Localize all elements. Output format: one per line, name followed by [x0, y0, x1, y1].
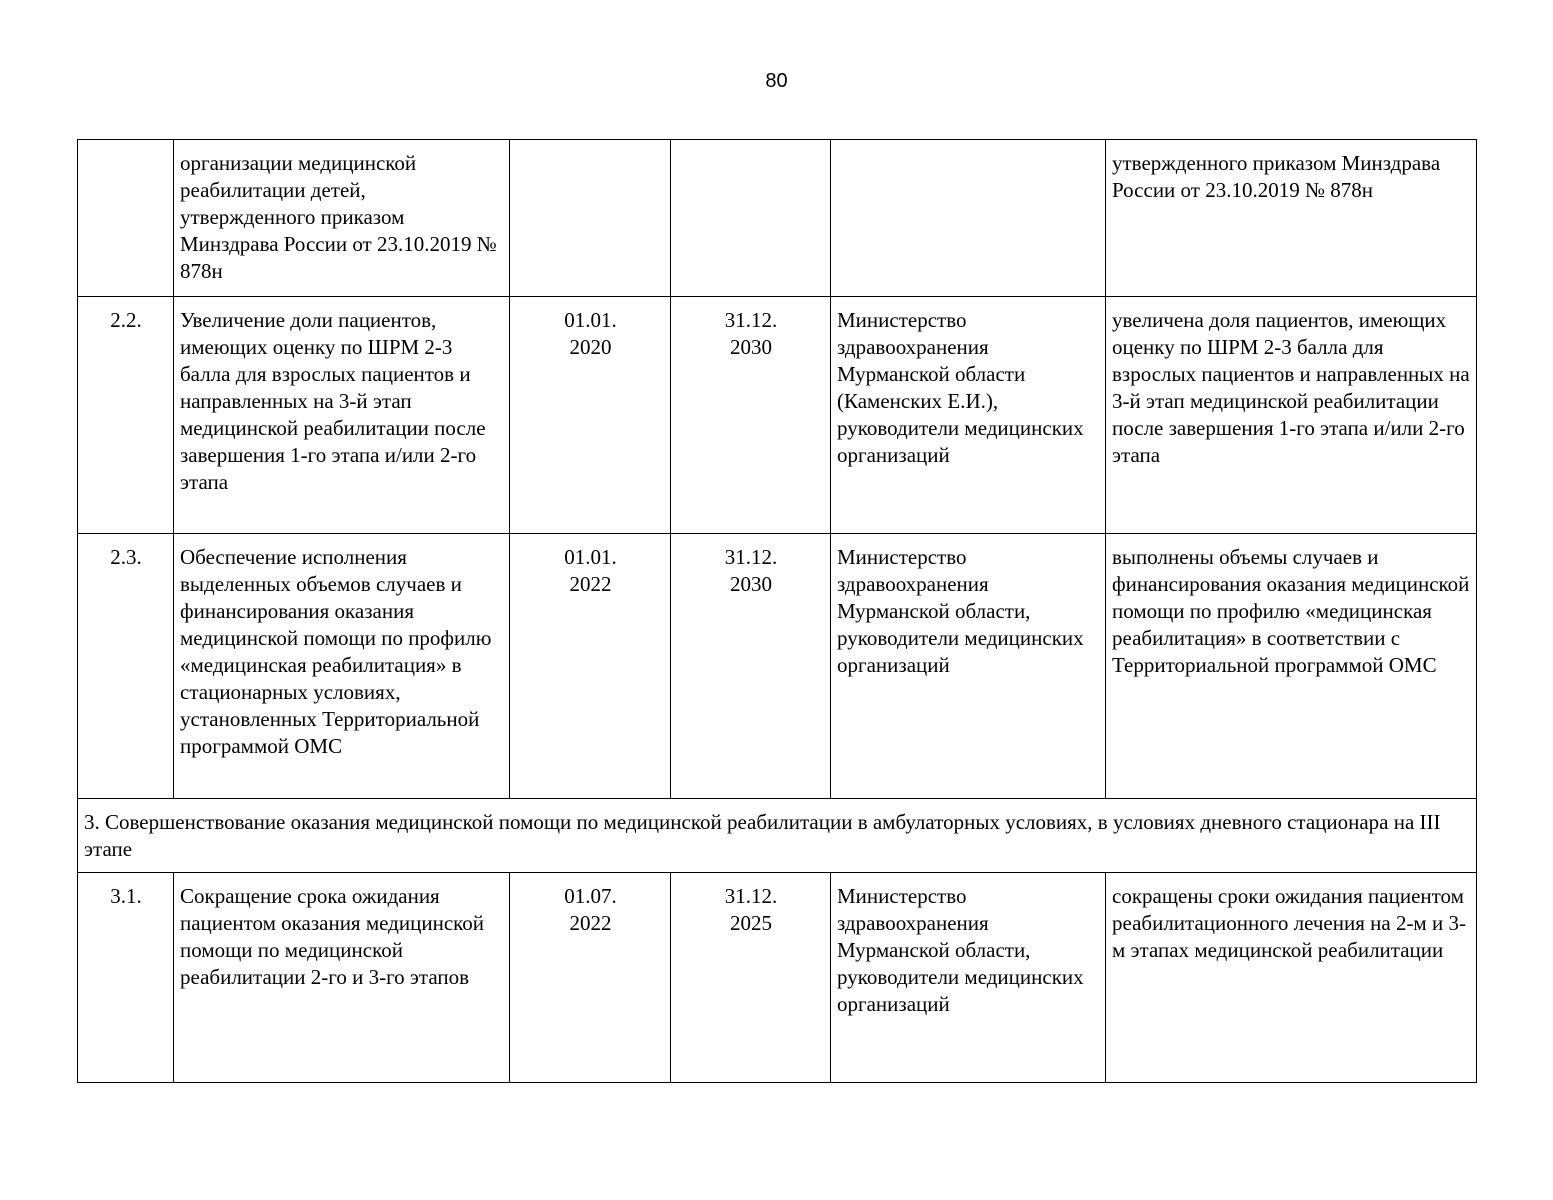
- end-date-cell: [671, 873, 831, 1083]
- plan-table: [77, 139, 1477, 1083]
- responsible-cell: Министерство здравоохранения Мурманской области, руководители медицинских организаций: [831, 873, 1106, 1083]
- end-date-year: 2030: [730, 335, 772, 359]
- start-date-year: 2022: [569, 911, 612, 935]
- measure-cell: Обеспечение исполнения выделенных объемов случаев и финансирования оказания медицинской помощи по профилю «медицинская реабилитация» в стационарных условиях, установленных Территориальной программой ОМС: [174, 534, 510, 799]
- section-heading: 3. Совершенствование оказания медицинской помощи по медицинской реабилитации в амбулаторных условиях, в условиях дневного стационара на III этапе: [78, 799, 1477, 873]
- responsible-cell: Министерство здравоохранения Мурманской области, руководители медицинских организаций: [831, 534, 1106, 799]
- start-date-day-month: 01.07.: [564, 884, 617, 908]
- measure-cell: Сокращение срока ожидания пациентом оказания медицинской помощи по медицинской реабилитации 2-го и 3-го этапов: [174, 873, 510, 1083]
- start-date-cell: [510, 873, 671, 1083]
- section-row: [78, 799, 1477, 873]
- row-number-cell: 2.3.: [78, 534, 174, 799]
- result-cell: увеличена доля пациентов, имеющих оценку по ШРМ 2-3 балла для взрослых пациентов и направленных на 3-й этап медицинской реабилитации после завершения 1-го этапа и/или 2-го этапа: [1106, 297, 1477, 534]
- measure-cell: организации медицинской реабилитации детей, утвержденного приказом Минздрава России от 23.10.2019 № 878н: [174, 140, 510, 297]
- result-cell: выполнены объемы случаев и финансирования оказания медицинской помощи по профилю «медицинская реабилитация» в соответствии с Территориальной программой ОМС: [1106, 534, 1477, 799]
- row-number-cell: [78, 140, 174, 297]
- end-date-cell: [671, 140, 831, 297]
- start-date-cell: [510, 297, 671, 534]
- result-cell: сокращены сроки ожидания пациентом реабилитационного лечения на 2-м и 3-м этапах медицинской реабилитации: [1106, 873, 1477, 1083]
- end-date-year: 2025: [730, 911, 772, 935]
- start-date-day-month: 01.01.: [564, 308, 617, 332]
- start-date-cell: [510, 140, 671, 297]
- table-row: [78, 873, 1477, 1083]
- table-row: [78, 297, 1477, 534]
- responsible-cell: Министерство здравоохранения Мурманской области (Каменских Е.И.), руководители медицинских организаций: [831, 297, 1106, 534]
- end-date-cell: [671, 297, 831, 534]
- end-date-day-month: 31.12.: [724, 545, 778, 569]
- measure-cell: Увеличение доли пациентов, имеющих оценку по ШРМ 2-3 балла для взрослых пациентов и направленных на 3-й этап медицинской реабилитации после завершения 1-го этапа и/или 2-го этапа: [174, 297, 510, 534]
- start-date-cell: [510, 534, 671, 799]
- start-date-day-month: 01.01.: [564, 545, 617, 569]
- end-date-year: 2030: [730, 572, 772, 596]
- end-date-day-month: 31.12.: [724, 884, 778, 908]
- table-row: [78, 140, 1477, 297]
- start-date-year: 2022: [569, 572, 612, 596]
- end-date-day-month: 31.12.: [724, 308, 778, 332]
- end-date-cell: [671, 534, 831, 799]
- responsible-cell: [831, 140, 1106, 297]
- page-number: 80: [765, 70, 788, 92]
- row-number-cell: 2.2.: [78, 297, 174, 534]
- start-date-year: 2020: [569, 335, 612, 359]
- result-cell: утвержденного приказом Минздрава России от 23.10.2019 № 878н: [1106, 140, 1477, 297]
- row-number-cell: 3.1.: [78, 873, 174, 1083]
- table-row: [78, 534, 1477, 799]
